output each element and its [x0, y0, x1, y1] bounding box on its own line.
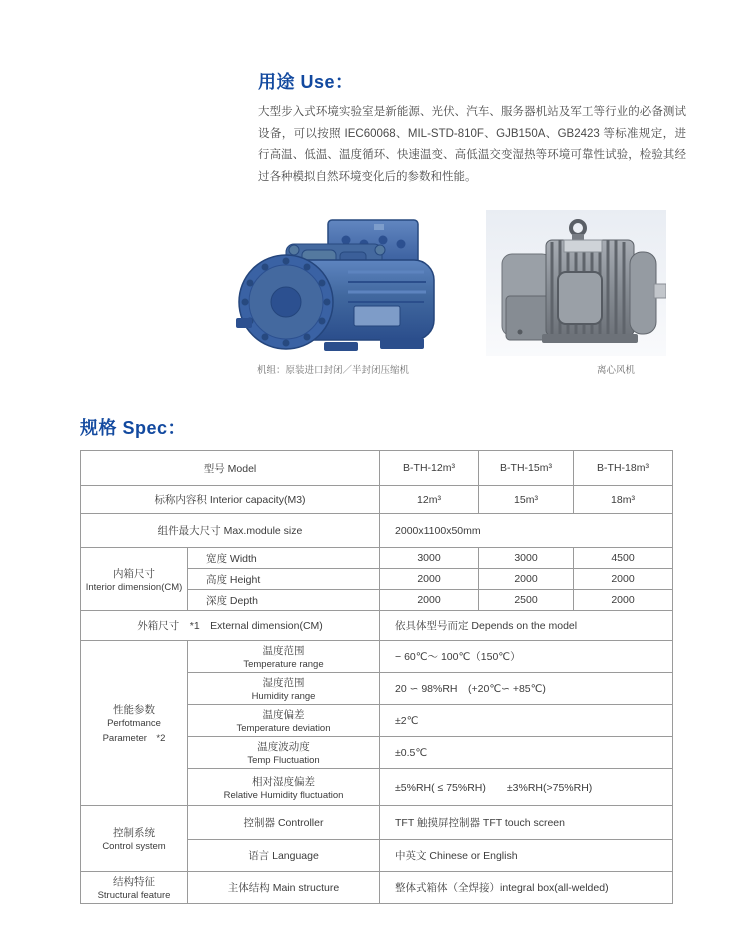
module-size-value: 2000x1100x50mm — [380, 514, 673, 548]
temp-deviation-label-en: Temperature deviation — [236, 723, 331, 734]
temp-deviation-label — [188, 705, 380, 737]
row-controller — [81, 806, 673, 840]
row-external — [81, 611, 673, 641]
use-heading: 用途 Use： — [258, 72, 354, 92]
model-value-3: B-TH-18m³ — [574, 451, 673, 486]
model-value-2: B-TH-15m³ — [479, 451, 574, 486]
row-temp-range — [81, 641, 673, 673]
temp-fluctuation-label-en: Temp Fluctuation — [247, 755, 320, 766]
structure-label-zh: 结构特征 — [113, 876, 155, 888]
performance-label-zh: 性能参数 — [113, 704, 155, 716]
external-label: 外箱尺寸 *1 External dimension(CM) — [81, 611, 380, 641]
rh-fluctuation-label — [188, 769, 380, 806]
temp-fluctuation-value: ±0.5℃ — [380, 737, 673, 769]
width-value-3: 4500 — [574, 548, 673, 569]
depth-value-1: 2000 — [380, 590, 479, 611]
language-label: 语言 Language — [188, 840, 380, 872]
temp-range-label-zh: 温度范围 — [262, 645, 305, 657]
performance-label-en1: Perfotmance — [107, 718, 161, 729]
rh-fluctuation-value: ±5%RH( ≤ 75%RH) ±3%RH(>75%RH) — [380, 769, 673, 806]
row-model — [81, 451, 673, 486]
temp-range-label — [188, 641, 380, 673]
temp-range-label-en: Temperature range — [243, 659, 324, 670]
model-label: 型号 Model — [81, 451, 380, 486]
capacity-value-3: 18m³ — [574, 486, 673, 514]
depth-label: 深度 Depth — [188, 590, 380, 611]
humidity-range-label-zh: 湿度范围 — [262, 677, 305, 689]
structure-group-label — [81, 872, 188, 904]
compressor-illustration — [228, 200, 446, 354]
humidity-range-label-en: Humidity range — [251, 691, 316, 702]
controller-label: 控制器 Controller — [188, 806, 380, 840]
fan-motor-photo — [486, 210, 666, 356]
spec-section — [80, 414, 672, 904]
row-module-size — [81, 514, 673, 548]
width-value-2: 3000 — [479, 548, 574, 569]
height-value-2: 2000 — [479, 569, 574, 590]
row-main-structure — [81, 872, 673, 904]
model-value-1: B-TH-12m³ — [380, 451, 479, 486]
module-size-label: 组件最大尺寸 Max.module size — [81, 514, 380, 548]
spec-heading: 规格 Spec： — [80, 418, 187, 438]
spec-table — [80, 450, 673, 904]
temp-fluctuation-label-zh: 温度波动度 — [257, 741, 310, 753]
rh-fluctuation-label-zh: 相对湿度偏差 — [252, 775, 315, 788]
temp-deviation-value: ±2℃ — [380, 705, 673, 737]
capacity-value-2: 15m³ — [479, 486, 574, 514]
temp-range-value: − 60℃～ 100℃（150℃） — [380, 641, 673, 673]
fan-caption: 离心风机 — [597, 365, 636, 376]
use-paragraph: 大型步入式环境实验室是新能源、光伏、汽车、服务器机站及军工等行业的必备测试设备，可以按照 IEC60068、MIL-STD-810F、GJB150A、GB2423 等标准规定，进行高温、低温、温度循环、快速温变、高低温交变湿热等环境可靠性试验，检验其经过各种模拟自然环境变化后的参数和性能。 — [258, 106, 686, 183]
main-structure-value: 整体式箱体（全焊接）integral box(all-welded) — [380, 872, 673, 904]
performance-group-label — [81, 641, 188, 806]
capacity-label: 标称内容积 Interior capacity(M3) — [81, 486, 380, 514]
main-structure-label: 主体结构 Main structure — [188, 872, 380, 904]
interior-group-label — [81, 548, 188, 611]
height-label: 高度 Height — [188, 569, 380, 590]
use-section — [258, 68, 686, 188]
width-value-1: 3000 — [380, 548, 479, 569]
compressor-photo — [228, 200, 446, 354]
control-label-zh: 控制系统 — [113, 827, 155, 839]
structure-label-en: Structural feature — [97, 890, 171, 901]
height-value-1: 2000 — [380, 569, 479, 590]
depth-value-3: 2000 — [574, 590, 673, 611]
row-interior-width — [81, 548, 673, 569]
interior-label-zh: 内箱尺寸 — [113, 567, 155, 580]
capacity-value-1: 12m³ — [380, 486, 479, 514]
control-group-label — [81, 806, 188, 872]
control-label-en: Control system — [102, 841, 166, 852]
temp-deviation-label-zh: 温度偏差 — [262, 709, 305, 721]
fan-motor-illustration — [486, 210, 666, 356]
humidity-range-label — [188, 673, 380, 705]
language-value: 中英文 Chinese or English — [380, 840, 673, 872]
depth-value-2: 2500 — [479, 590, 574, 611]
row-capacity — [81, 486, 673, 514]
height-value-3: 2000 — [574, 569, 673, 590]
temp-fluctuation-label — [188, 737, 380, 769]
controller-value: TFT 触摸屏控制器 TFT touch screen — [380, 806, 673, 840]
compressor-caption: 机组：原装进口封闭／半封闭压缩机 — [257, 365, 410, 376]
external-value: 依具体型号而定 Depends on the model — [380, 611, 673, 641]
width-label: 宽度 Width — [188, 548, 380, 569]
performance-label-en2: Parameter *2 — [102, 733, 166, 744]
rh-fluctuation-label-en: Relative Humidity fluctuation — [223, 789, 344, 801]
interior-label-en: Interior dimension(CM) — [85, 581, 183, 593]
humidity-range-value: 20 ∽ 98%RH (+20℃∽ +85℃) — [380, 673, 673, 705]
